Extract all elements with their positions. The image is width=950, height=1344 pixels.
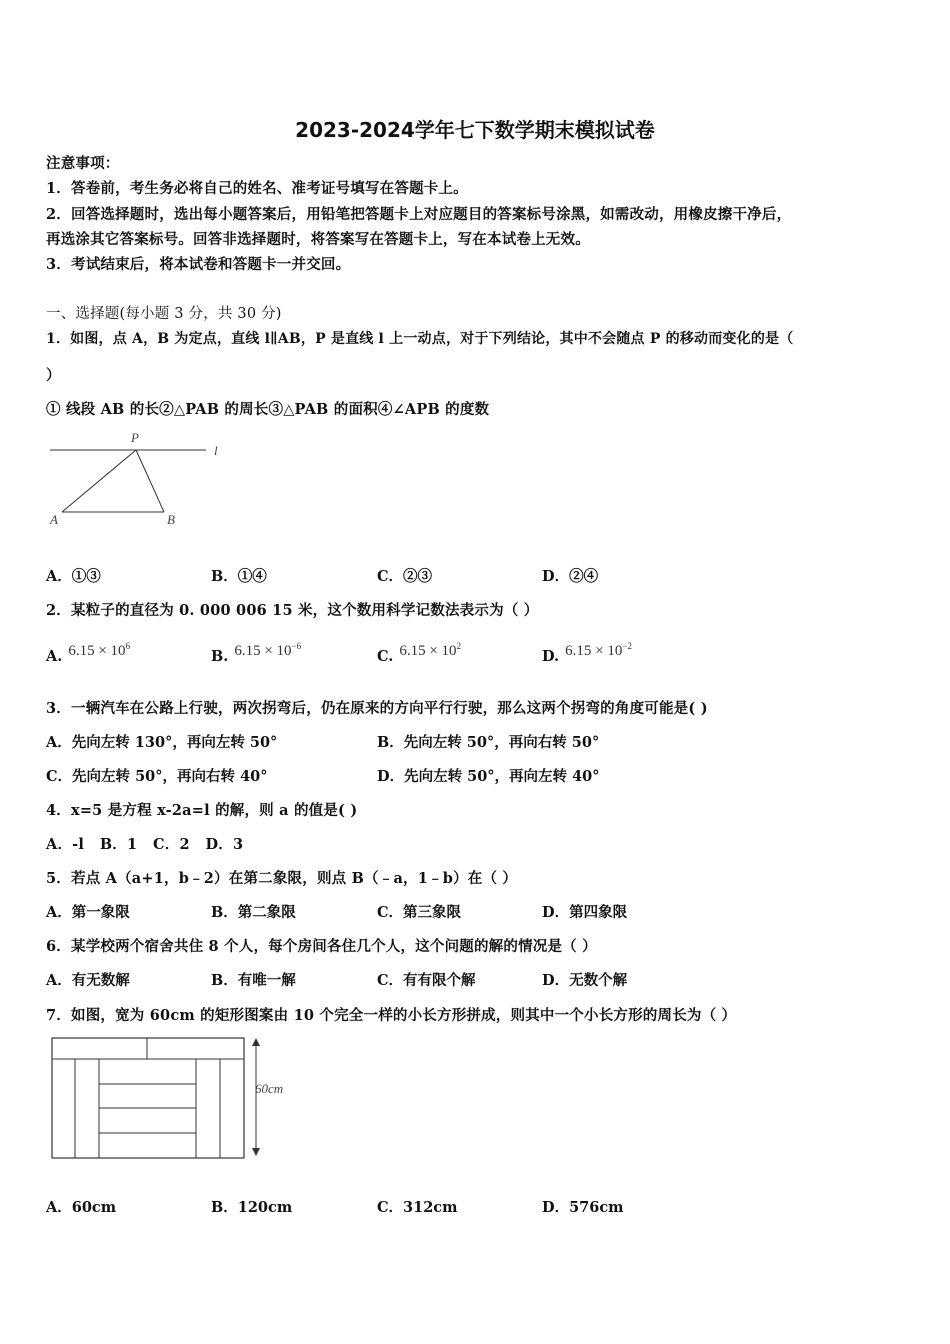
- q5-option-b: B．第二象限: [211, 904, 296, 921]
- q2-option-b: B. $6.15 \times 10^{-6}$: [211, 641, 302, 665]
- label-l: l: [214, 443, 218, 458]
- q5-option-d: D．第四象限: [542, 904, 628, 921]
- notice-item-1: 1．答卷前，考生务必将自己的姓名、准考证号填写在答题卡上。: [46, 180, 468, 197]
- q2-b-exp: −6: [291, 641, 302, 651]
- q7-option-b: B．120cm: [211, 1199, 293, 1216]
- q3-option-b: B．先向左转 50°，再向右转 50°: [377, 734, 600, 751]
- label-b: B: [167, 512, 175, 527]
- q3-text: 3．一辆汽车在公路上行驶，两次拐弯后，仍在原来的方向平行行驶，那么这两个拐弯的角度可能是( ): [46, 700, 708, 717]
- q1-text: 1．如图，点 A，B 为定点，直线 l∥AB，P 是直线 l 上一动点，对于下列结论，其中不会随点 P 的移动而变化的是（: [46, 331, 794, 347]
- q2-c-base: 6.15 × 10: [399, 643, 457, 659]
- q1-option-a: A．①③: [46, 568, 101, 585]
- q1-figure: [46, 428, 246, 532]
- q6-option-a: A．有无数解: [46, 972, 130, 989]
- q1-statements: ① 线段 AB 的长②△PAB 的周长③△PAB 的面积④∠APB 的度数: [46, 401, 490, 418]
- q2-option-c: C. $6.15 \times 10^2$: [377, 641, 462, 665]
- notice-item-3: 3．考试结束后，将本试卷和答题卡一并交回。: [46, 256, 351, 273]
- q5-option-a: A．第一象限: [46, 904, 130, 921]
- notice-item-2: 2．回答选择题时，选出每小题答案后，用铅笔把答题卡上对应题目的答案标号涂黑，如需改动，用橡皮擦干净后，: [46, 206, 792, 223]
- label-p: P: [131, 430, 139, 445]
- q3-option-c: C．先向左转 50°，再向右转 40°: [46, 768, 268, 785]
- q6-text: 6．某学校两个宿舍共住 8 个人，每个房间各住几个人，这个问题的解的情况是（ ）: [46, 938, 597, 955]
- q3-option-d: D．先向左转 50°，再向左转 40°: [377, 768, 600, 785]
- q1-option-d: D．②④: [542, 568, 599, 585]
- q7-figure: [46, 1034, 306, 1164]
- q7-option-c: C．312cm: [377, 1199, 458, 1216]
- dimension-label: 60cm: [255, 1081, 284, 1096]
- q1-text-end: ）: [46, 367, 61, 384]
- q1-option-c: C．②③: [377, 568, 433, 585]
- q7-text: 7．如图，宽为 60cm 的矩形图案由 10 个完全一样的小长方形拼成，则其中一个小长方形的周长为（ ）: [46, 1007, 737, 1024]
- outer-rect: [52, 1038, 244, 1158]
- q2-d-base: 6.15 × 10: [565, 643, 623, 659]
- q6-option-d: D．无数个解: [542, 972, 628, 989]
- q5-option-c: C．第三象限: [377, 904, 462, 921]
- q7-option-a: A．60cm: [46, 1199, 117, 1216]
- q6-option-b: B．有唯一解: [211, 972, 296, 989]
- q2-option-a: A. $6.15 \times 10^6$: [46, 641, 131, 665]
- notice-item-2-cont: 再选涂其它答案标号。回答非选择题时，将答案写在答题卡上，写在本试卷上无效。: [46, 231, 590, 248]
- q2-c-exp: 2: [456, 641, 462, 651]
- q5-text: 5．若点 A（a+1，b﹣2）在第二象限，则点 B（﹣a，1﹣b）在（ ）: [46, 870, 518, 887]
- q2-a-base: 6.15 × 10: [68, 643, 126, 659]
- segment-pb: [136, 450, 164, 512]
- q4-text: 4．x=5 是方程 x-2a=l 的解，则 a 的值是( ): [46, 802, 358, 819]
- q6-option-c: C．有有限个解: [377, 972, 476, 989]
- section-heading: 一、选择题(每小题 3 分，共 30 分): [46, 306, 282, 322]
- label-a: A: [50, 512, 58, 527]
- q7-option-d: D．576cm: [542, 1199, 624, 1216]
- segment-pa: [62, 450, 136, 512]
- arrow-up: [252, 1038, 260, 1046]
- q2-b-base: 6.15 × 10: [234, 643, 292, 659]
- q4-options: A．-l B．1 C．2 D．3: [46, 836, 244, 853]
- notice-heading: 注意事项：: [46, 155, 120, 172]
- q2-option-d: D. $6.15 \times 10^{-2}$: [542, 641, 632, 665]
- q3-option-a: A．先向左转 130°，再向左转 50°: [46, 734, 278, 751]
- q2-text: 2．某粒子的直径为 0. 000 006 15 米，这个数用科学记数法表示为（ ）: [46, 602, 539, 619]
- q2-d-exp: −2: [622, 641, 632, 651]
- q1-option-b: B．①④: [211, 568, 267, 585]
- q2-a-exp: 6: [125, 641, 131, 651]
- page-title: 2023-2024学年七下数学期末模拟试卷: [295, 118, 655, 142]
- arrow-down: [252, 1148, 260, 1156]
